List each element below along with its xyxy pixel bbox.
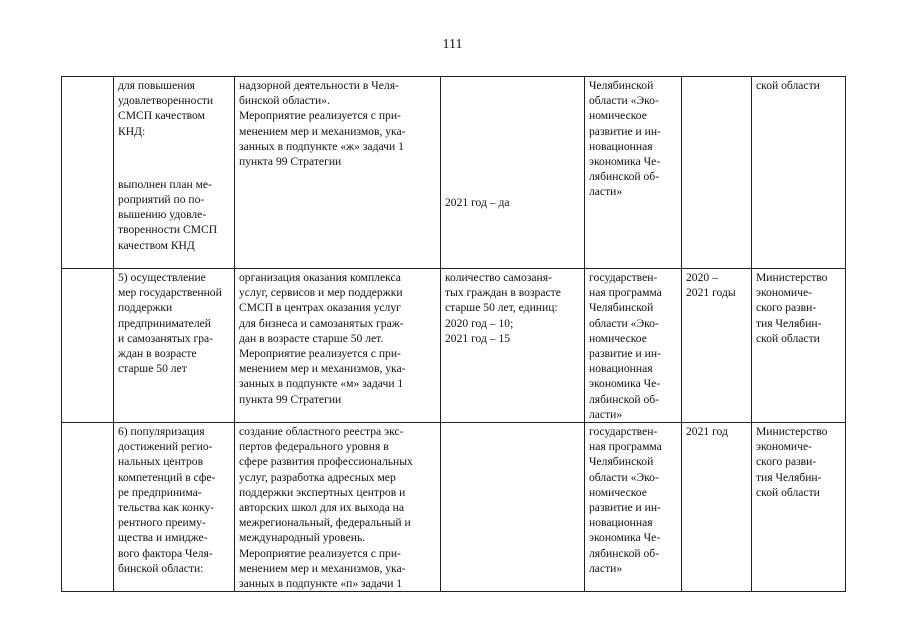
indicator-text: выполнен план ме- роприятий по по- вышению удовле- творенности СМСП качеством КНД [118, 177, 218, 252]
target-cell [441, 269, 585, 423]
index-cell [62, 77, 114, 269]
table-row [62, 423, 846, 592]
measures-table [61, 76, 846, 592]
program-text: государствен- ная программа Челябинской области «Эко- номическое развитие и ин- новационная экономика Че- лябинской об- ласти» [589, 271, 662, 421]
executor-cell [752, 423, 846, 592]
task-cell [114, 423, 235, 592]
table-row [62, 77, 846, 269]
executor-text: ской области [756, 79, 820, 92]
spacer [118, 139, 230, 177]
index-cell [62, 423, 114, 592]
period-text: 2020 – 2021 годы [686, 271, 736, 300]
target-text: количество самозаня- тых граждан в возрасте старше 50 лет, единиц: 2020 год – 10; 2021 год – 15 [445, 271, 561, 345]
task-cell [114, 269, 235, 423]
task-text: 6) популяризация достижений регио- нальных центров компетенций в сфе- ре предпринима- тельства как конку- рентного преиму- щества и имидже- вого фактора Челя- бинской области: [118, 425, 216, 575]
executor-cell [752, 77, 846, 269]
index-cell [62, 269, 114, 423]
program-cell [585, 423, 682, 592]
executor-cell [752, 269, 846, 423]
target-cell [441, 423, 585, 592]
target-cell [441, 77, 585, 269]
program-text: Челябинской области «Эко- номическое развитие и ин- новационная экономика Че- лябинской об- ласти» [589, 79, 661, 199]
task-cell [114, 77, 235, 269]
period-cell [682, 77, 752, 269]
activity-text: организация оказания комплекса услуг, сервисов и мер поддержки СМСП в центрах оказания услуг для бизнеса и самозанятых граж- дан в возрасте старше 50 лет. [239, 271, 404, 345]
target-text: 2021 год – да [445, 196, 510, 209]
page-number: 111 [442, 37, 463, 52]
activity-text: создание областного реестра экс- пертов федерального уровня в сфере развития профессиональных услуг, разработка адресных мер поддержки экспертных центров и авторских школ для их выхода на межрегиональный, федеральный и международный уровень. [239, 425, 413, 545]
period-cell [682, 423, 752, 592]
activity-text: надзорной деятельности в Челя- бинской области». [239, 79, 399, 108]
period-cell [682, 269, 752, 423]
program-cell [585, 269, 682, 423]
task-text: 5) осуществление мер государственной поддержки предпринимателей и самозанятых гра- ждан в возрасте старше 50 лет [118, 271, 222, 376]
activity-cell [235, 269, 441, 423]
activity-cell [235, 423, 441, 592]
activity-note: Мероприятие реализуется с при- менением мер и механизмов, ука- занных в подпункте «п» задачи 1 [239, 546, 406, 591]
task-text: для повышения удовлетворенности СМСП качеством КНД: [118, 79, 214, 138]
executor-text: Министерство экономиче- ского разви- тия Челябин- ской области [756, 271, 828, 345]
executor-text: Министерство экономиче- ского разви- тия Челябин- ской области [756, 425, 828, 499]
period-text: 2021 год [686, 425, 728, 439]
program-cell [585, 77, 682, 269]
activity-cell [235, 77, 441, 269]
table-row [62, 269, 846, 423]
activity-note: Мероприятие реализуется с при- менением мер и механизмов, ука- занных в подпункте «м» задачи 1 пункта 99 Стратегии [239, 347, 406, 406]
program-text: государствен- ная программа Челябинской области «Эко- номическое развитие и ин- новационная экономика Че- лябинской об- ласти» [589, 425, 662, 575]
activity-note: Мероприятие реализуется с при- менением мер и механизмов, ука- занных в подпункте «ж» задачи 1 пункта 99 Стратегии [239, 109, 406, 169]
